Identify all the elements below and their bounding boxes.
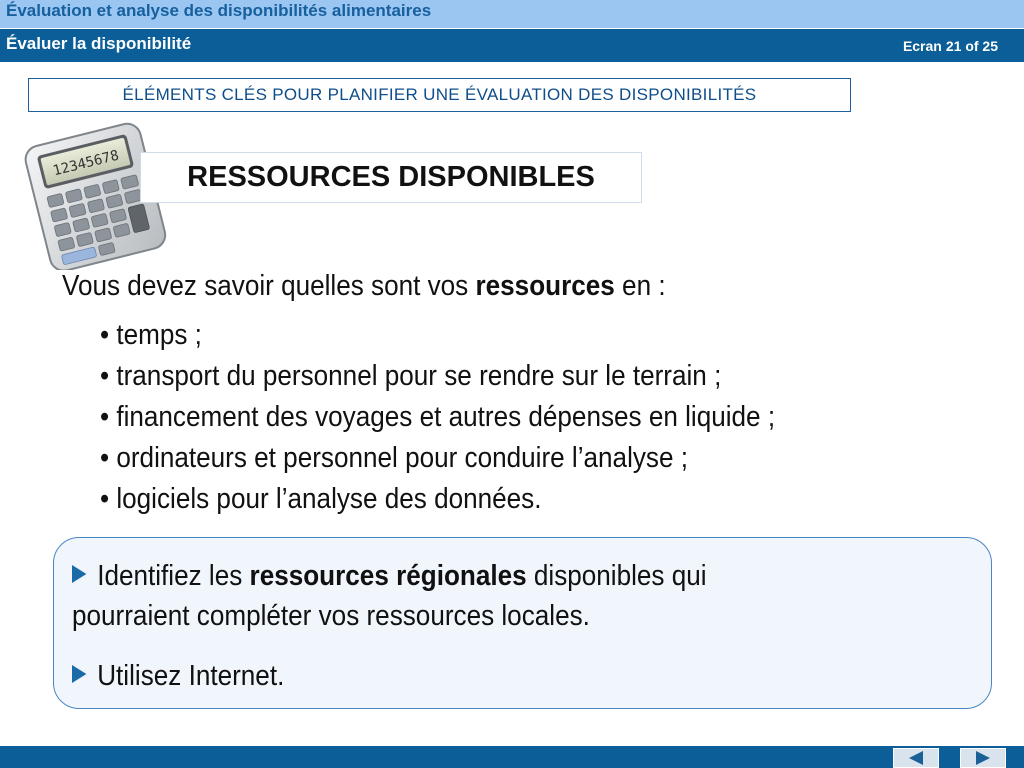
info-p2: Utilisez Internet.	[97, 660, 285, 692]
arrow-right-icon	[976, 751, 990, 765]
intro-suffix: en :	[614, 270, 666, 302]
intro-bold: ressources	[475, 270, 615, 302]
list-item	[100, 397, 775, 438]
list-item	[100, 315, 775, 356]
course-title-bar	[0, 0, 1024, 28]
bullet-dot: •	[100, 442, 110, 474]
info-paragraph-internet	[72, 656, 284, 696]
screen-number: 21 of 25	[945, 38, 998, 54]
bullet-dot: •	[100, 401, 110, 433]
info-p1-bold: ressources régionales	[249, 560, 527, 592]
calculator-display: 12345678	[51, 147, 121, 180]
info-p1-line2: pourraient compléter vos ressources locales.	[72, 600, 590, 632]
info-box	[53, 537, 992, 709]
resources-heading-box	[140, 152, 642, 203]
resources-heading: RESSOURCES DISPONIBLES	[187, 161, 595, 193]
info-paragraph-regional	[72, 556, 707, 636]
list-item	[100, 438, 775, 479]
bullet-dot: •	[100, 360, 110, 392]
next-button[interactable]	[960, 748, 1006, 768]
list-item-text: financement des voyages et autres dépenses en liquide ;	[116, 401, 776, 433]
arrow-left-icon	[909, 751, 923, 765]
intro-line	[62, 270, 666, 303]
list-item-text: temps ;	[116, 319, 202, 351]
subtitle-box	[28, 78, 851, 112]
list-item-text: logiciels pour l’analyse des données.	[116, 483, 542, 515]
list-item	[100, 356, 775, 397]
section-header-bar	[0, 28, 1024, 62]
list-item	[100, 479, 775, 520]
play-arrow-icon	[72, 665, 86, 683]
resource-list	[100, 315, 850, 520]
list-item-text: transport du personnel pour se rendre sur le terrain ;	[116, 360, 722, 392]
list-item-text: ordinateurs et personnel pour conduire l’analyse ;	[116, 442, 688, 474]
page-subtitle: ÉLÉMENTS CLÉS POUR PLANIFIER UNE ÉVALUATION DES DISPONIBILITÉS	[122, 85, 757, 104]
play-arrow-icon	[72, 565, 86, 583]
info-p1-prefix: Identifiez les	[97, 560, 250, 592]
section-title: Évaluer la disponibilité	[6, 34, 192, 53]
bullet-dot: •	[100, 319, 110, 351]
screen-label: Ecran	[902, 38, 942, 54]
footer-bar	[0, 746, 1024, 768]
intro-prefix: Vous devez savoir quelles sont vos	[62, 270, 476, 302]
previous-button[interactable]	[893, 748, 939, 768]
course-title: Évaluation et analyse des disponibilités alimentaires	[6, 1, 432, 20]
screen-counter	[903, 38, 1002, 54]
bullet-dot: •	[100, 483, 110, 515]
info-p1-suffix: disponibles qui	[526, 560, 707, 592]
